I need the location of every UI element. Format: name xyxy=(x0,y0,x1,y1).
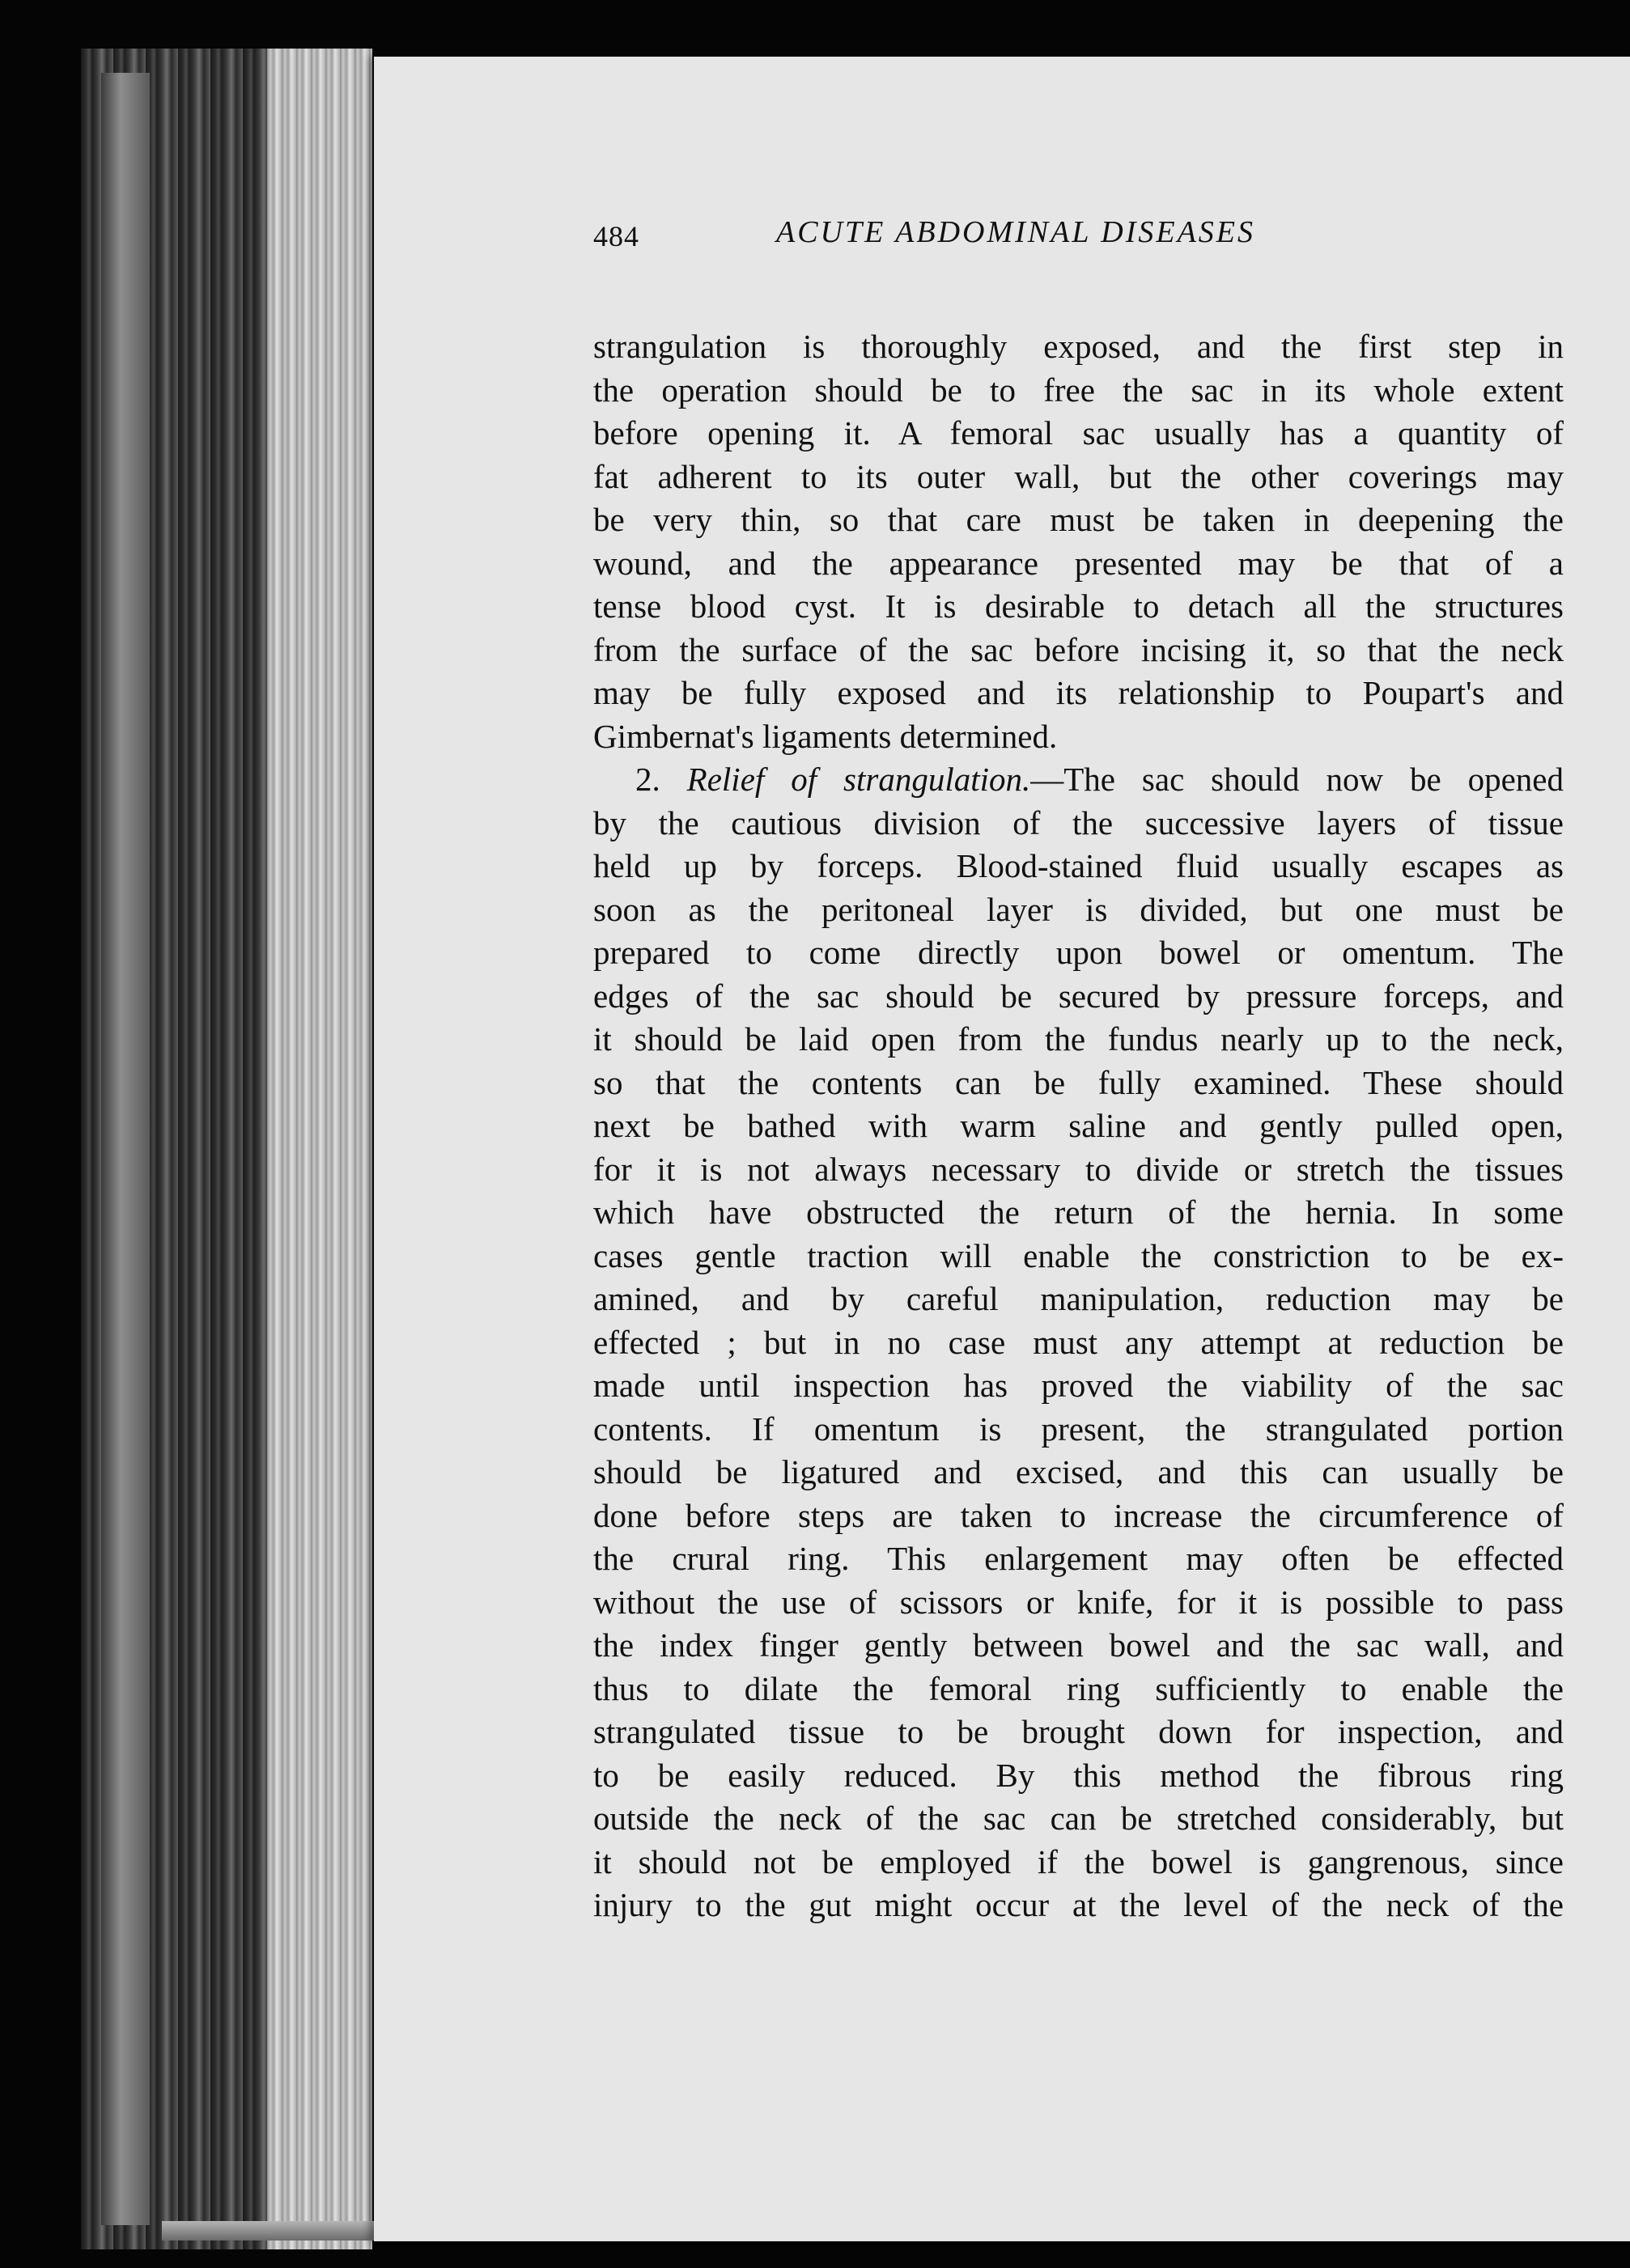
text-line: by the cautious division of the successive layers of tissue xyxy=(593,803,1564,841)
text-line: held up by forceps. Blood-stained fluid usually escapes as xyxy=(593,847,1564,884)
page-number: 484 xyxy=(593,220,639,252)
text-line: from the surface of the sac before incising it, so that the neck xyxy=(593,630,1564,668)
body-text xyxy=(593,325,1564,1927)
text-line: amined, and by careful manipulation, reduction may be xyxy=(593,1280,1564,1317)
text-line: the index finger gently between bowel and the sac wall, and xyxy=(593,1626,1564,1664)
page-header xyxy=(593,213,1403,261)
text-line: thus to dilate the femoral ring sufficiently to enable the xyxy=(593,1669,1564,1707)
text-line: fat adherent to its outer wall, but the other coverings may xyxy=(593,457,1564,495)
book-spine-highlight xyxy=(101,73,150,2225)
text-line: wound, and the appearance presented may be that of a xyxy=(593,544,1564,582)
text-line: edges of the sac should be secured by pressure forceps, and xyxy=(593,977,1564,1015)
text-line: to be easily reduced. By this method the fibrous ring xyxy=(593,1756,1564,1794)
running-head: ACUTE ABDOMINAL DISEASES xyxy=(776,215,1256,249)
text-line: Gimbernat's ligaments determined. xyxy=(593,717,1058,755)
section-number: 2. xyxy=(635,761,660,798)
text-line: should be ligatured and excised, and this can usually be xyxy=(593,1453,1564,1490)
text-line: the crural ring. This enlargement may often be effected xyxy=(593,1540,1564,1577)
text-line: be very thin, so that care must be taken in deepening the xyxy=(593,501,1564,538)
text-line: tense blood cyst. It is desirable to detach all the structures xyxy=(593,587,1564,625)
text-line: it should not be employed if the bowel is gangrenous, since xyxy=(593,1842,1564,1880)
text-line: made until inspection has proved the viability of the sac xyxy=(593,1367,1564,1404)
text-line: for it is not always necessary to divide or stretch the tissues xyxy=(593,1150,1564,1188)
text-line: strangulated tissue to be brought down for inspection, and xyxy=(593,1713,1564,1750)
text-line: prepared to come directly upon bowel or omentum. The xyxy=(593,934,1564,971)
text-line: next be bathed with warm saline and gently pulled open, xyxy=(593,1107,1564,1144)
text-line: it should be laid open from the fundus nearly up to the neck, xyxy=(593,1020,1564,1058)
text-line: before opening it. A femoral sac usually has a quantity of xyxy=(593,414,1564,451)
text-line: soon as the peritoneal layer is divided, but one must be xyxy=(593,890,1564,928)
paragraph-1 xyxy=(593,325,1564,758)
text-line: the operation should be to free the sac in its whole extent xyxy=(593,371,1564,409)
text-line: which have obstructed the return of the hernia. In some xyxy=(593,1193,1564,1231)
text-line: contents. If omentum is present, the strangulated portion xyxy=(593,1410,1564,1448)
section-heading: Relief of strangulation. xyxy=(686,761,1031,798)
text-line: done before steps are taken to increase the circumference of xyxy=(593,1496,1564,1534)
text-line: may be fully exposed and its relationship to Poupart's and xyxy=(593,674,1564,711)
text-line: outside the neck of the sac can be stretched considerably, but xyxy=(593,1800,1564,1837)
paragraph-2 xyxy=(593,758,1564,1927)
text-line: strangulation is thoroughly exposed, and the first step in xyxy=(593,328,1564,365)
text-line: injury to the gut might occur at the level of the neck of the xyxy=(593,1886,1564,1923)
text-line: without the use of scissors or knife, for it is possible to pass xyxy=(593,1583,1564,1621)
text-line: so that the contents can be fully examined. These should xyxy=(593,1063,1564,1101)
text-line: cases gentle traction will enable the constriction to be ex- xyxy=(593,1236,1564,1274)
text-line: effected ; but in no case must any attempt at reduction be xyxy=(593,1323,1564,1361)
paragraph-2-first-line xyxy=(593,758,1564,802)
first-line-rest: —The sac should now be opened xyxy=(1030,761,1564,798)
